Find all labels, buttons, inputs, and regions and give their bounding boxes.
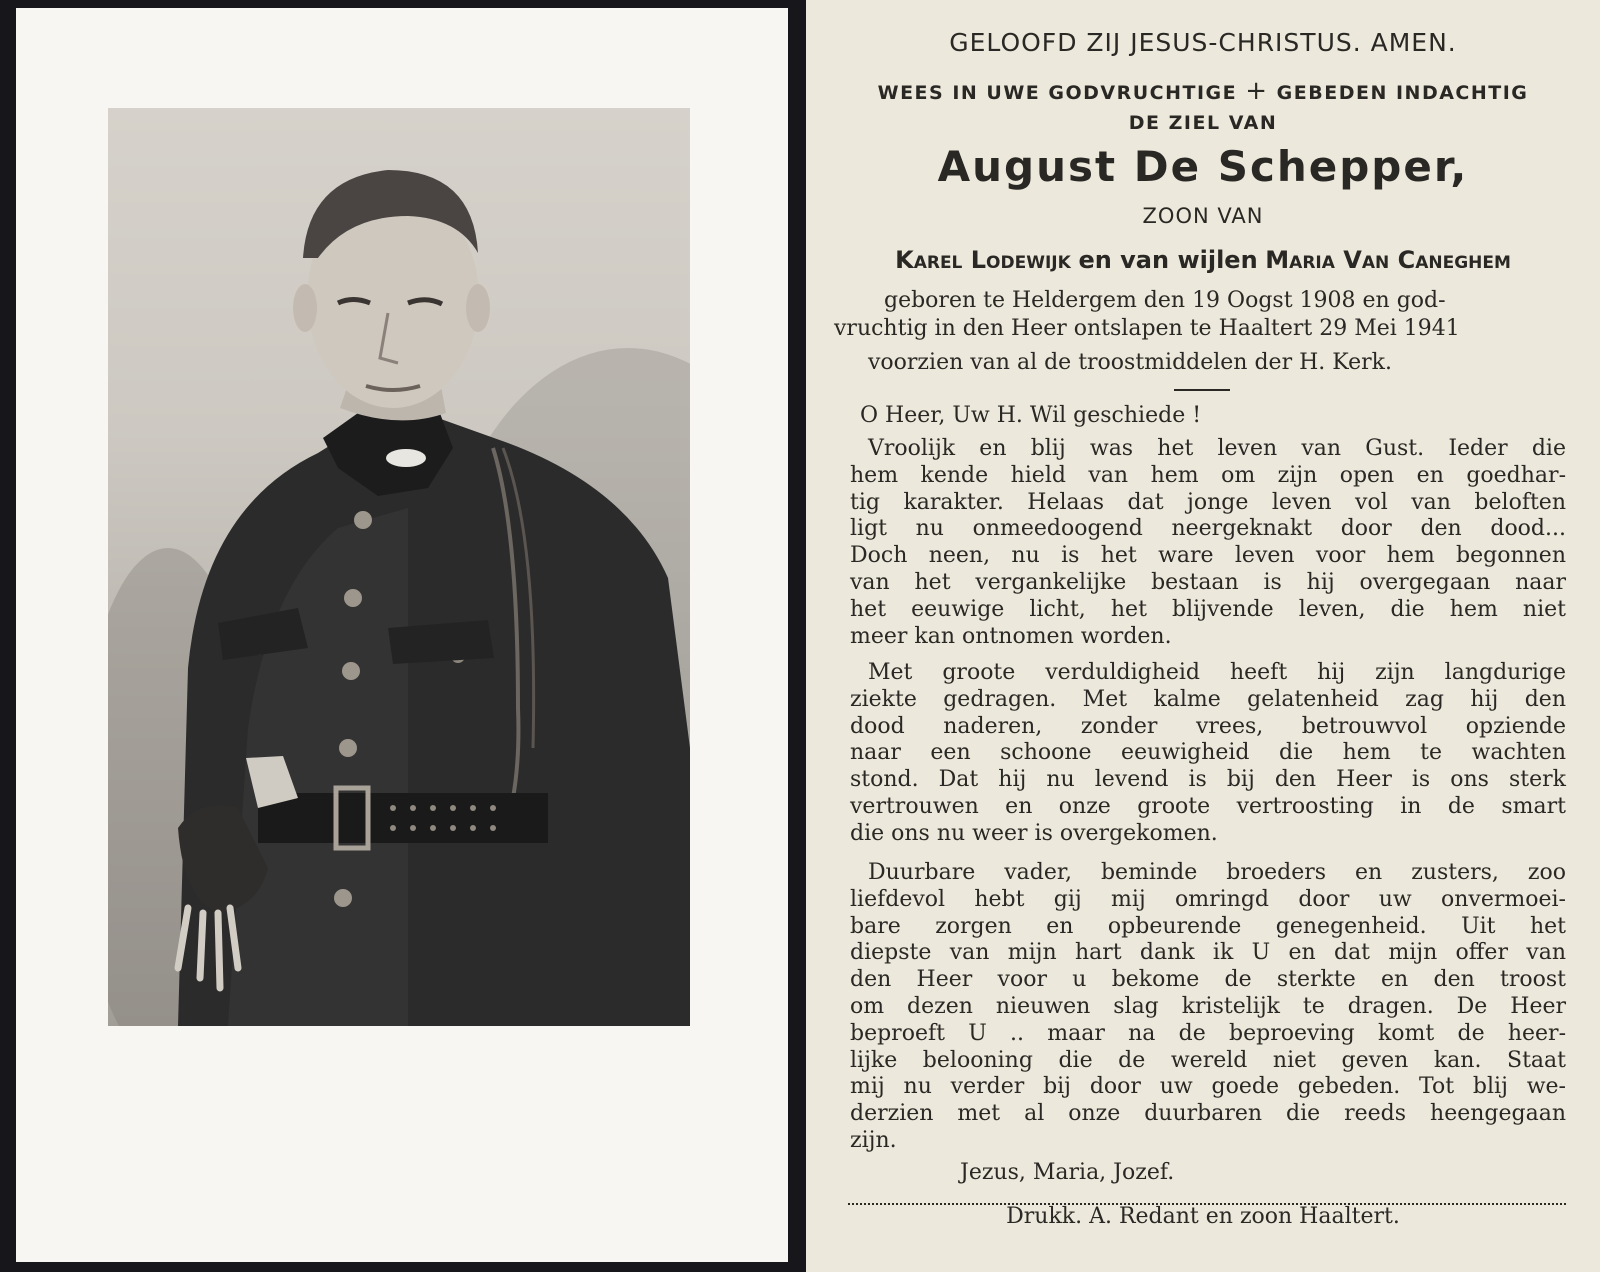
parents-conjunction: en van wijlen — [1078, 246, 1258, 274]
photo-card-mount — [16, 8, 788, 1262]
closing-prayer: Jezus, Maria, Jozef. — [960, 1160, 1175, 1185]
paragraph-1 — [850, 436, 1566, 650]
birth-line-1: geboren te Heldergem den 19 Oogst 1908 en god- — [884, 288, 1446, 313]
paragraph-3-line: mij nu verder bij door uw goede gebeden. Tot blij we- — [850, 1074, 1566, 1100]
paragraph-2-line: vertrouwen en onze groote vertroosting in de smart — [850, 793, 1566, 819]
birth-line-2: vruchtig in den Heer ontslapen te Haaltert 29 Mei 1941 — [834, 316, 1460, 341]
paragraph-2-line: naar een schoone eeuwigheid die hem te wachten — [850, 740, 1566, 766]
cross-icon: + — [1245, 76, 1269, 106]
father-name: Karel Lodewijk — [895, 246, 1071, 274]
paragraph-3-line: beproeft U .. maar na de beproeving komt de heer- — [850, 1020, 1566, 1046]
paragraph-2-line: Met groote verduldigheid heeft hij zijn langdurige — [868, 660, 1566, 685]
soldier-portrait-icon — [108, 108, 690, 1026]
paragraph-3-line: bare zorgen en opbeurende genegenheid. Uit het — [850, 913, 1566, 939]
parents-line — [806, 246, 1600, 274]
paragraph-3-line: derzien met al onze duurbaren die reeds heengegaan — [850, 1101, 1566, 1127]
paragraph-3-line: liefdevol hebt gij mij omringd door uw onvermoei- — [850, 886, 1566, 912]
portrait-photo — [108, 108, 690, 1026]
prayer-line-1-right: GEBEDEN INDACHTIG — [1276, 82, 1529, 104]
intro-line: O Heer, Uw H. Wil geschiede ! — [860, 403, 1202, 428]
paragraph-3-line: lijke belooning die de wereld niet geven kan. Staat — [850, 1047, 1566, 1073]
paragraph-3-line: diepste van mijn hart dank ik U en dat mijn offer van — [850, 940, 1566, 966]
paragraph-3-line: Duurbare vader, beminde broeders en zusters, zoo — [868, 860, 1566, 885]
mother-name: Maria Van Caneghem — [1265, 246, 1511, 274]
paragraph-1-line: Vroolijk en blij was het leven van Gust. Ieder die — [868, 436, 1566, 461]
birth-line-3: voorzien van al de troostmiddelen der H. Kerk. — [868, 350, 1392, 375]
deceased-name: August De Schepper, — [937, 142, 1469, 191]
paragraph-3-line: zijn. — [850, 1127, 897, 1153]
paragraph-3-line: om dezen nieuwen slag kristelijk te dragen. De Heer — [850, 993, 1566, 1019]
paragraph-1-line: meer kan ontnomen worden. — [850, 623, 1172, 649]
prayer-line-1 — [806, 76, 1600, 106]
text-card — [806, 0, 1600, 1272]
paragraph-2-line: stond. Dat hij nu levend is bij den Heer is ons sterk — [850, 767, 1566, 793]
paragraph-2 — [850, 660, 1566, 848]
paragraph-1-line: hem kende hield van hem om zijn open en goedhar- — [850, 462, 1566, 488]
prayer-line-1-left: WEES IN UWE GODVRUCHTIGE — [877, 82, 1238, 104]
paragraph-3 — [850, 860, 1566, 1155]
paragraph-2-line: die ons nu weer is overgekomen. — [850, 820, 1218, 846]
son-of-label: ZOON VAN — [1142, 204, 1264, 228]
printer-credit: Drukk. A. Redant en zoon Haaltert. — [1006, 1204, 1400, 1229]
prayer-line-2: DE ZIEL VAN — [1128, 112, 1278, 134]
paragraph-2-line: ziekte gedragen. Met kalme gelatenheid zag hij den — [850, 686, 1566, 712]
card-heading: GELOOFD ZIJ JESUS-CHRISTUS. AMEN. — [949, 28, 1457, 57]
paragraph-3-line: den Heer voor u bekome de sterkte en den troost — [850, 967, 1566, 993]
paragraph-1-line: ligt nu onmeedoogend neergeknakt door den dood... — [850, 516, 1566, 542]
divider-short — [1174, 389, 1230, 391]
paragraph-1-line: Doch neen, nu is het ware leven voor hem begonnen — [850, 543, 1566, 569]
paragraph-1-line: het eeuwige licht, het blijvende leven, die hem niet — [850, 596, 1566, 622]
paragraph-1-line: tig karakter. Helaas dat jonge leven vol van beloften — [850, 489, 1566, 515]
paragraph-2-line: dood naderen, zonder vrees, betrouwvol opziende — [850, 713, 1566, 739]
paragraph-1-line: van het vergankelijke bestaan is hij overgegaan naar — [850, 569, 1566, 595]
